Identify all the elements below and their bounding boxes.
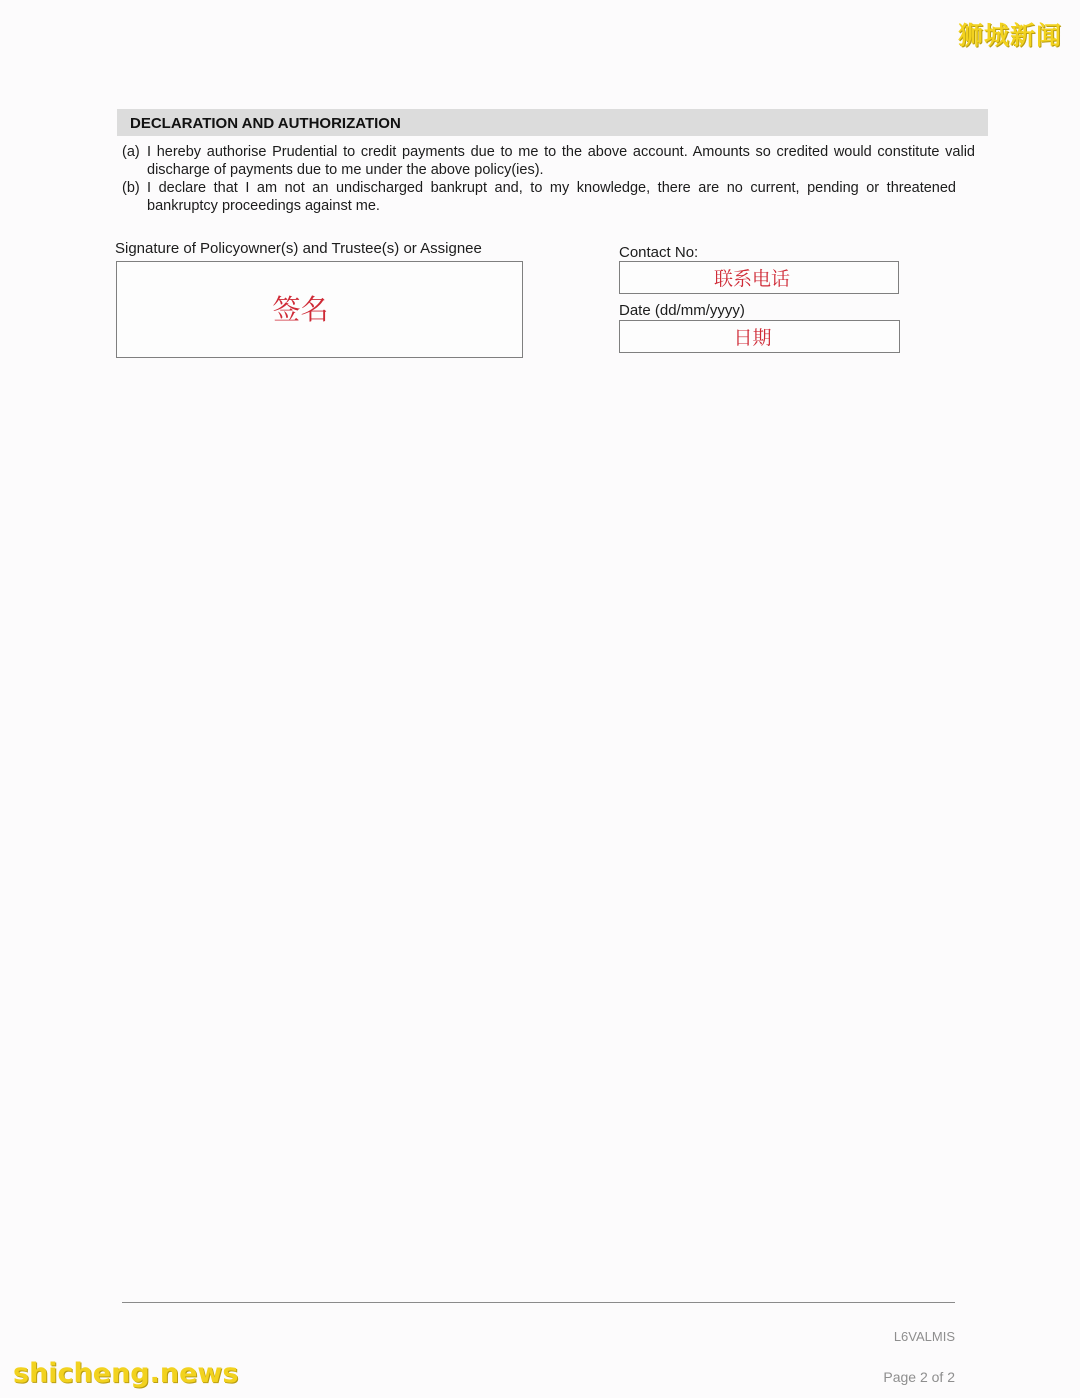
clause-text: I hereby authorise Prudential to credit payments due to me to the above account. Amounts so credited would constitute valid discharge of payments due to me under the above policy(ies).	[147, 144, 975, 178]
signature-label: Signature of Policyowner(s) and Trustee(s) or Assignee	[115, 240, 482, 257]
date-annotation: 日期	[733, 327, 772, 349]
date-label: Date (dd/mm/yyyy)	[619, 302, 745, 319]
section-title: DECLARATION AND AUTHORIZATION	[117, 109, 988, 136]
watermark-logo-top: 狮城新闻	[958, 21, 1063, 50]
clause-marker: (a)	[122, 144, 140, 160]
watermark-url: shicheng.news	[13, 1358, 239, 1389]
signature-field[interactable]	[116, 261, 523, 358]
clause-text: I declare that I am not an undischarged bankrupt and, to my knowledge, there are no current, pending or threatened bankruptcy proceedings against me.	[147, 180, 956, 214]
contact-number-label: Contact No:	[619, 244, 699, 261]
page-number: Page 2 of 2	[883, 1369, 955, 1385]
footer-divider	[122, 1302, 955, 1303]
date-field[interactable]	[619, 320, 900, 353]
form-code: L6VALMIS	[893, 1329, 955, 1344]
signature-annotation: 签名	[272, 293, 329, 326]
clause-marker: (b)	[122, 180, 140, 196]
contact-number-annotation: 联系电话	[713, 268, 790, 290]
contact-number-field[interactable]	[619, 261, 899, 294]
